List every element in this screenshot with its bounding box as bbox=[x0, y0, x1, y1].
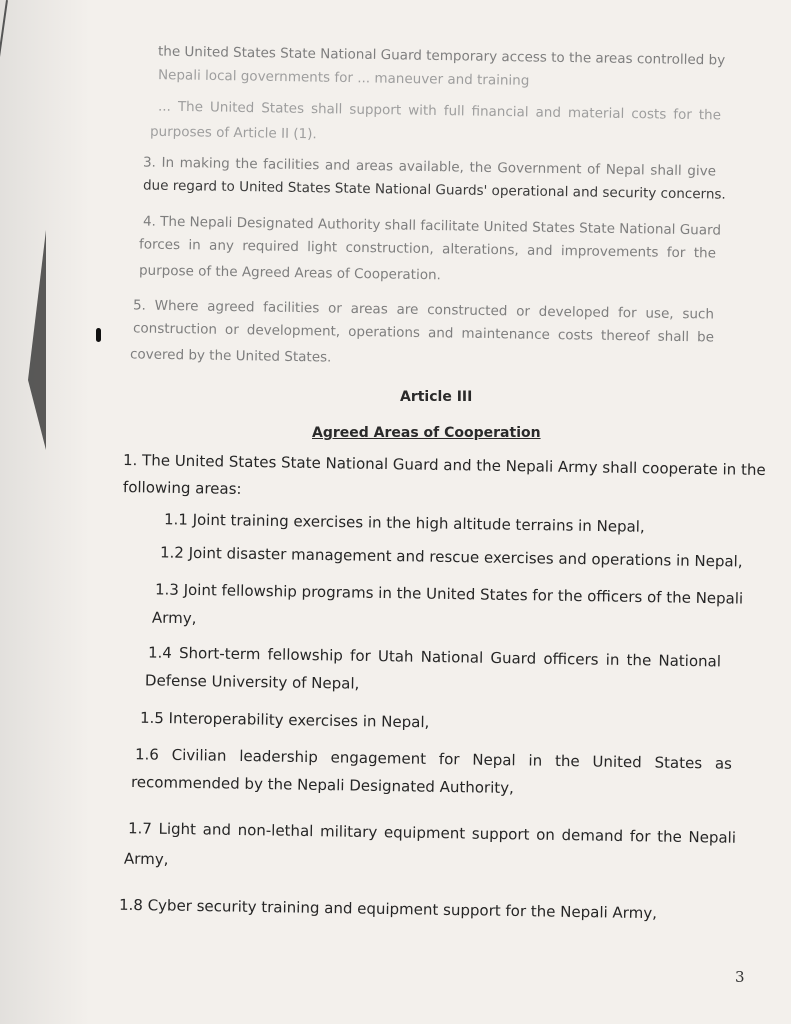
list-item: recommended by the Nepali Designated Authority, bbox=[130, 772, 515, 798]
text-line: purposes of Article II (1). bbox=[149, 123, 317, 143]
list-item: 1.8 Cyber security training and equipment support for the Nepali Army, bbox=[118, 895, 658, 923]
list-item: 1.7 Light and non-lethal military equipment support on demand for the Nepali bbox=[127, 819, 737, 847]
text-line: due regard to United States State National Guards' operational and security concerns. bbox=[142, 177, 726, 203]
list-item: 1.1 Joint training exercises in the high altitude terrains in Nepal, bbox=[163, 510, 645, 536]
list-item: 1.5 Interoperability exercises in Nepal, bbox=[139, 708, 430, 732]
page-number: 3 bbox=[735, 968, 745, 986]
list-item: Army, bbox=[151, 608, 197, 628]
list-item: 1.6 Civilian leadership engagement for Nepal in the United States as bbox=[134, 745, 733, 773]
intro-line: following areas: bbox=[122, 478, 242, 498]
list-item: Army, bbox=[123, 849, 169, 869]
article-number: Article III bbox=[400, 389, 473, 405]
text-line: covered by the United States. bbox=[129, 346, 332, 366]
text-line: the United States State National Guard temporary access to the areas controlled by bbox=[157, 43, 726, 69]
text-line: 4. The Nepali Designated Authority shall facilitate United States State National Guard bbox=[142, 213, 722, 239]
list-item: Defense University of Nepal, bbox=[144, 671, 360, 693]
intro-line: 1. The United States State National Guard and the Nepali Army shall cooperate in the bbox=[122, 450, 766, 480]
article-title: Agreed Areas of Cooperation bbox=[312, 425, 541, 441]
text-line: construction or development, operations and maintenance costs thereof shall be bbox=[132, 320, 715, 346]
list-item: 1.3 Joint fellowship programs in the United States for the officers of the Nepali bbox=[154, 580, 744, 608]
text-line: 3. In making the facilities and areas available, the Government of Nepal shall give bbox=[142, 154, 717, 180]
text-line: Nepali local governments for ... maneuver and training bbox=[157, 67, 530, 89]
list-item: 1.4 Short-term fellowship for Utah National Guard officers in the National bbox=[147, 643, 722, 671]
text-line: 5. Where agreed facilities or areas are constructed or developed for use, such bbox=[132, 297, 715, 323]
list-item: 1.2 Joint disaster management and rescue exercises and operations in Nepal, bbox=[159, 543, 743, 571]
text-line: purpose of the Agreed Areas of Cooperation. bbox=[138, 262, 442, 284]
text-line: ... The United States shall support with full financial and material costs for the bbox=[157, 98, 722, 124]
text-line: forces in any required light construction, alterations, and improvements for the bbox=[138, 236, 717, 262]
